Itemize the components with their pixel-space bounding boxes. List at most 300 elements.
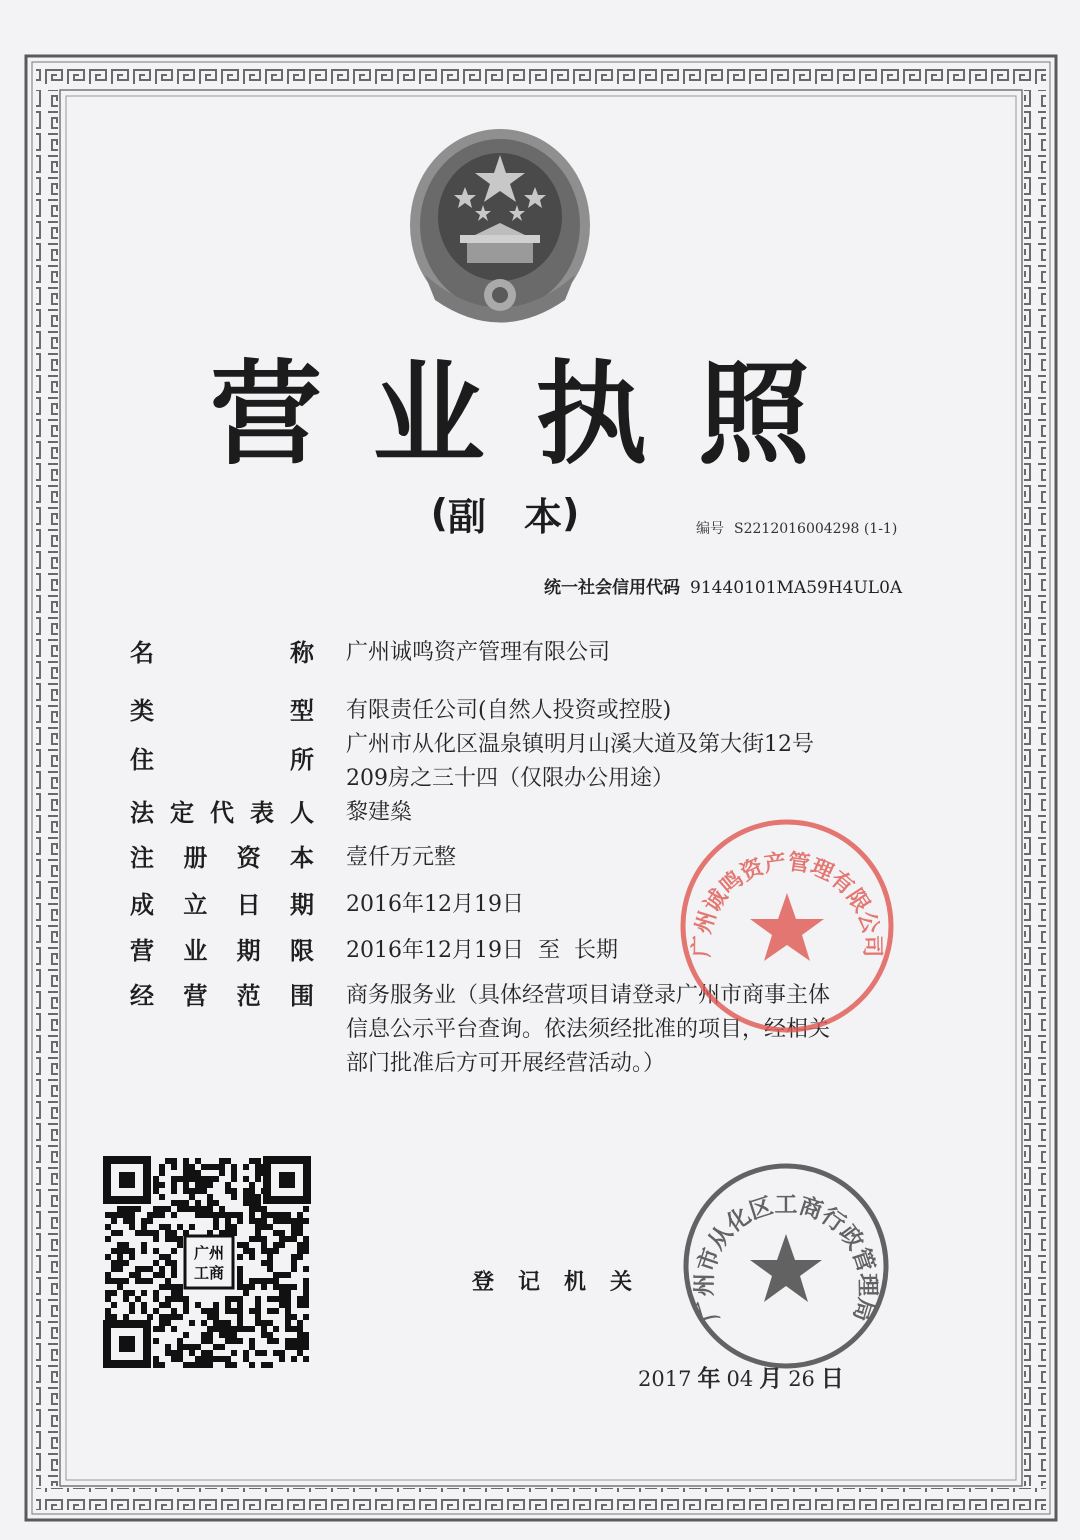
qr-module xyxy=(207,1356,213,1362)
qr-module xyxy=(279,1236,285,1242)
qr-module xyxy=(111,1278,117,1284)
qr-module xyxy=(189,1188,195,1194)
qr-module xyxy=(273,1350,279,1356)
qr-module xyxy=(105,1254,111,1260)
qr-module xyxy=(249,1254,255,1260)
qr-module xyxy=(285,1320,291,1326)
serial-number xyxy=(696,518,956,542)
qr-module xyxy=(183,1308,189,1314)
qr-module xyxy=(231,1332,237,1338)
qr-module xyxy=(153,1338,159,1344)
qr-module xyxy=(225,1332,231,1338)
qr-module xyxy=(255,1314,261,1320)
qr-module xyxy=(249,1278,255,1284)
qr-module xyxy=(159,1326,165,1332)
field-label: 住 所 xyxy=(130,746,314,774)
qr-module xyxy=(261,1206,267,1212)
qr-module xyxy=(261,1242,267,1248)
qr-module xyxy=(285,1272,291,1278)
qr-module xyxy=(153,1248,159,1254)
qr-module xyxy=(273,1242,279,1248)
qr-module xyxy=(279,1356,285,1362)
qr-module xyxy=(177,1296,183,1302)
qr-module xyxy=(297,1230,303,1236)
qr-module xyxy=(225,1296,231,1302)
qr-module xyxy=(207,1332,213,1338)
qr-module xyxy=(303,1278,309,1284)
qr-module xyxy=(147,1230,153,1236)
field-label: 注 册 资 本 xyxy=(130,844,314,872)
qr-module xyxy=(141,1278,147,1284)
qr-module xyxy=(201,1320,207,1326)
qr-module xyxy=(303,1218,309,1224)
qr-module xyxy=(177,1350,183,1356)
qr-module xyxy=(207,1164,213,1170)
qr-module xyxy=(189,1350,195,1356)
qr-module xyxy=(297,1338,303,1344)
qr-module xyxy=(279,1290,285,1296)
qr-module xyxy=(123,1218,129,1224)
qr-module xyxy=(237,1284,243,1290)
qr-module xyxy=(237,1338,243,1344)
qr-module xyxy=(129,1272,135,1278)
qr-module xyxy=(285,1344,291,1350)
qr-badge-line: 广州 xyxy=(193,1244,225,1262)
issue-year: 2017 xyxy=(638,1367,692,1391)
qr-module xyxy=(303,1296,309,1302)
qr-module xyxy=(273,1278,279,1284)
qr-module xyxy=(261,1350,267,1356)
qr-module xyxy=(243,1284,249,1290)
qr-module xyxy=(225,1182,231,1188)
qr-module xyxy=(231,1308,237,1314)
qr-module xyxy=(207,1326,213,1332)
qr-module xyxy=(141,1302,147,1308)
qr-module xyxy=(165,1260,171,1266)
qr-module xyxy=(105,1272,111,1278)
credit-code xyxy=(544,573,944,601)
qr-module xyxy=(285,1212,291,1218)
qr-module xyxy=(171,1284,177,1290)
qr-module xyxy=(111,1290,117,1296)
qr-module xyxy=(171,1248,177,1254)
qr-module xyxy=(291,1236,297,1242)
qr-module xyxy=(183,1200,189,1206)
title-char: 营 xyxy=(210,350,322,480)
qr-module xyxy=(111,1230,117,1236)
qr-module xyxy=(117,1254,123,1260)
qr-module xyxy=(201,1332,207,1338)
qr-module xyxy=(111,1248,117,1254)
qr-module xyxy=(171,1230,177,1236)
qr-module xyxy=(255,1302,261,1308)
qr-module xyxy=(141,1218,147,1224)
qr-module xyxy=(273,1248,279,1254)
qr-module xyxy=(267,1320,273,1326)
qr-module xyxy=(243,1248,249,1254)
field-value: 商务服务业（具体经营项目请登录广州市商事主体 信息公示平台查询。依法须经批准的项目，经相关 部门批准后方可开展经营活动。） xyxy=(346,983,831,1076)
qr-module xyxy=(267,1260,273,1266)
qr-module xyxy=(141,1242,147,1248)
qr-module xyxy=(279,1284,285,1290)
qr-module xyxy=(189,1320,195,1326)
qr-module xyxy=(303,1284,309,1290)
qr-module xyxy=(201,1182,207,1188)
qr-module xyxy=(231,1176,237,1182)
qr-module xyxy=(273,1296,279,1302)
qr-module xyxy=(189,1224,195,1230)
qr-module xyxy=(243,1326,249,1332)
qr-module xyxy=(201,1164,207,1170)
qr-module xyxy=(123,1248,129,1254)
qr-code[interactable] xyxy=(103,1156,311,1368)
qr-module xyxy=(297,1344,303,1350)
title-char: 业 xyxy=(372,350,485,480)
qr-module xyxy=(213,1356,219,1362)
qr-module xyxy=(249,1308,255,1314)
qr-module xyxy=(147,1314,153,1320)
qr-module xyxy=(303,1356,309,1362)
qr-module xyxy=(255,1308,261,1314)
qr-module xyxy=(171,1188,177,1194)
qr-module xyxy=(261,1362,267,1368)
qr-module xyxy=(183,1302,189,1308)
qr-module xyxy=(165,1344,171,1350)
qr-module xyxy=(219,1170,225,1176)
issue-date: 2017 年 04 月 26 日 xyxy=(638,1366,844,1392)
qr-module xyxy=(123,1290,129,1296)
qr-module xyxy=(249,1344,255,1350)
qr-module xyxy=(249,1212,255,1218)
qr-module xyxy=(225,1362,231,1368)
qr-module xyxy=(297,1302,303,1308)
qr-module xyxy=(225,1356,231,1362)
field-label: 成 立 日 期 xyxy=(130,891,314,919)
qr-module xyxy=(243,1176,249,1182)
qr-module xyxy=(135,1230,141,1236)
qr-module xyxy=(249,1158,255,1164)
qr-module xyxy=(153,1176,159,1182)
qr-module xyxy=(297,1248,303,1254)
qr-module xyxy=(129,1308,135,1314)
qr-module xyxy=(267,1296,273,1302)
qr-module xyxy=(261,1320,267,1326)
qr-module xyxy=(189,1344,195,1350)
qr-module xyxy=(255,1236,261,1242)
qr-module xyxy=(249,1338,255,1344)
qr-module xyxy=(183,1158,189,1164)
qr-module xyxy=(243,1356,249,1362)
qr-module xyxy=(213,1320,219,1326)
qr-module xyxy=(291,1326,297,1332)
qr-module xyxy=(213,1326,219,1332)
qr-module xyxy=(297,1326,303,1332)
qr-module xyxy=(249,1206,255,1212)
qr-module xyxy=(153,1206,159,1212)
qr-module xyxy=(231,1362,237,1368)
field-value: 2016年12月19日 至 长期 xyxy=(346,938,618,963)
qr-module xyxy=(237,1296,243,1302)
qr-module xyxy=(159,1272,165,1278)
qr-module xyxy=(171,1200,177,1206)
field-label: 类 型 xyxy=(130,697,314,725)
title-char: 照 xyxy=(697,350,810,480)
qr-module xyxy=(183,1362,189,1368)
qr-module xyxy=(159,1284,165,1290)
qr-module xyxy=(111,1260,117,1266)
qr-module xyxy=(231,1296,237,1302)
qr-module xyxy=(279,1212,285,1218)
qr-module xyxy=(285,1308,291,1314)
qr-module xyxy=(165,1320,171,1326)
qr-module xyxy=(171,1236,177,1242)
qr-module xyxy=(243,1194,249,1200)
qr-module xyxy=(255,1230,261,1236)
qr-module xyxy=(255,1164,261,1170)
qr-module xyxy=(279,1302,285,1308)
qr-module xyxy=(201,1350,207,1356)
field-value: 壹仟万元整 xyxy=(346,845,457,870)
qr-module xyxy=(225,1218,231,1224)
qr-module xyxy=(225,1338,231,1344)
qr-module xyxy=(267,1338,273,1344)
qr-module xyxy=(207,1338,213,1344)
qr-module xyxy=(219,1344,225,1350)
qr-module xyxy=(153,1188,159,1194)
authority-seal-text: 广州市从化区工商行政管理局 xyxy=(691,1192,881,1325)
qr-module xyxy=(195,1182,201,1188)
qr-module xyxy=(255,1320,261,1326)
qr-module xyxy=(249,1188,255,1194)
qr-module xyxy=(225,1308,231,1314)
qr-module xyxy=(261,1248,267,1254)
qr-module xyxy=(123,1212,129,1218)
qr-module xyxy=(177,1314,183,1320)
qr-module xyxy=(117,1230,123,1236)
qr-module xyxy=(177,1236,183,1242)
qr-module xyxy=(279,1242,285,1248)
qr-module xyxy=(129,1212,135,1218)
qr-module xyxy=(159,1302,165,1308)
qr-module xyxy=(207,1206,213,1212)
qr-module xyxy=(165,1236,171,1242)
qr-module xyxy=(159,1362,165,1368)
qr-module xyxy=(237,1254,243,1260)
qr-module xyxy=(171,1272,177,1278)
qr-module xyxy=(243,1164,249,1170)
qr-module xyxy=(273,1212,279,1218)
qr-module xyxy=(159,1164,165,1170)
qr-module xyxy=(183,1176,189,1182)
qr-module xyxy=(177,1344,183,1350)
qr-module xyxy=(165,1314,171,1320)
qr-module xyxy=(255,1218,261,1224)
qr-module xyxy=(177,1206,183,1212)
qr-module xyxy=(201,1308,207,1314)
qr-module xyxy=(165,1278,171,1284)
qr-module xyxy=(117,1260,123,1266)
qr-module xyxy=(291,1224,297,1230)
qr-module xyxy=(171,1176,177,1182)
qr-module xyxy=(177,1290,183,1296)
qr-module xyxy=(255,1350,261,1356)
qr-module xyxy=(141,1290,147,1296)
qr-module xyxy=(165,1158,171,1164)
qr-module xyxy=(213,1164,219,1170)
qr-module xyxy=(249,1326,255,1332)
qr-module xyxy=(183,1182,189,1188)
qr-module xyxy=(141,1308,147,1314)
qr-module xyxy=(117,1284,123,1290)
qr-module xyxy=(153,1290,159,1296)
qr-module xyxy=(231,1164,237,1170)
qr-module xyxy=(291,1254,297,1260)
qr-module xyxy=(285,1338,291,1344)
qr-module xyxy=(285,1296,291,1302)
qr-module xyxy=(195,1344,201,1350)
qr-module xyxy=(261,1260,267,1266)
qr-module xyxy=(159,1224,165,1230)
qr-module xyxy=(135,1266,141,1272)
qr-module xyxy=(291,1356,297,1362)
qr-module xyxy=(207,1176,213,1182)
qr-module xyxy=(171,1308,177,1314)
qr-module xyxy=(291,1338,297,1344)
qr-module xyxy=(213,1314,219,1320)
qr-module xyxy=(117,1248,123,1254)
qr-module xyxy=(291,1266,297,1272)
qr-badge-line: 工商 xyxy=(193,1264,225,1282)
field-value: 2016年12月19日 xyxy=(346,892,524,917)
qr-module xyxy=(297,1350,303,1356)
qr-module xyxy=(231,1350,237,1356)
qr-module xyxy=(225,1224,231,1230)
qr-module xyxy=(135,1206,141,1212)
qr-module xyxy=(183,1188,189,1194)
qr-module xyxy=(303,1332,309,1338)
qr-module xyxy=(279,1350,285,1356)
qr-module xyxy=(243,1290,249,1296)
qr-module xyxy=(159,1254,165,1260)
field-value: 广州诚鸣资产管理有限公司 xyxy=(346,640,611,665)
qr-module xyxy=(207,1314,213,1320)
qr-module xyxy=(273,1230,279,1236)
qr-module xyxy=(165,1284,171,1290)
qr-module xyxy=(225,1326,231,1332)
qr-module xyxy=(237,1278,243,1284)
qr-module xyxy=(273,1284,279,1290)
qr-module xyxy=(219,1320,225,1326)
qr-module xyxy=(255,1176,261,1182)
qr-module xyxy=(177,1242,183,1248)
qr-module xyxy=(255,1158,261,1164)
qr-module xyxy=(249,1194,255,1200)
qr-module xyxy=(123,1206,129,1212)
qr-module xyxy=(255,1206,261,1212)
qr-module xyxy=(171,1212,177,1218)
qr-module xyxy=(177,1224,183,1230)
qr-module xyxy=(255,1278,261,1284)
qr-module xyxy=(303,1206,309,1212)
qr-module xyxy=(219,1164,225,1170)
national-emblem-icon xyxy=(405,125,595,330)
qr-module xyxy=(189,1362,195,1368)
qr-module xyxy=(273,1218,279,1224)
qr-module xyxy=(195,1188,201,1194)
qr-module xyxy=(153,1260,159,1266)
qr-module xyxy=(153,1356,159,1362)
qr-module xyxy=(261,1236,267,1242)
qr-module xyxy=(219,1206,225,1212)
qr-module xyxy=(267,1266,273,1272)
qr-module xyxy=(195,1212,201,1218)
qr-module xyxy=(171,1260,177,1266)
qr-module xyxy=(285,1314,291,1320)
serial-value: S2212016004298 (1-1) xyxy=(734,521,898,537)
qr-module xyxy=(267,1248,273,1254)
qr-module xyxy=(171,1164,177,1170)
qr-module xyxy=(219,1212,225,1218)
qr-module xyxy=(297,1254,303,1260)
company-seal-stamp xyxy=(676,815,898,1037)
qr-module xyxy=(183,1296,189,1302)
qr-module xyxy=(213,1224,219,1230)
qr-module xyxy=(165,1224,171,1230)
registration-authority-label: 登 记 机 关 xyxy=(472,1269,632,1295)
qr-module xyxy=(273,1308,279,1314)
qr-module xyxy=(231,1224,237,1230)
qr-module xyxy=(285,1326,291,1332)
qr-module xyxy=(249,1236,255,1242)
qr-module xyxy=(153,1230,159,1236)
qr-module xyxy=(213,1302,219,1308)
qr-module xyxy=(147,1218,153,1224)
qr-module xyxy=(261,1332,267,1338)
qr-module xyxy=(159,1212,165,1218)
qr-module xyxy=(213,1344,219,1350)
qr-module xyxy=(237,1242,243,1248)
qr-module xyxy=(183,1344,189,1350)
qr-module xyxy=(189,1176,195,1182)
copy-label-text: 副 本 xyxy=(447,494,562,539)
qr-module xyxy=(207,1308,213,1314)
qr-module xyxy=(255,1170,261,1176)
qr-module xyxy=(123,1260,129,1266)
qr-module xyxy=(231,1212,237,1218)
qr-module xyxy=(159,1170,165,1176)
qr-module xyxy=(267,1332,273,1338)
qr-module xyxy=(249,1248,255,1254)
qr-module xyxy=(249,1218,255,1224)
qr-module xyxy=(255,1296,261,1302)
qr-module xyxy=(141,1230,147,1236)
qr-module xyxy=(153,1326,159,1332)
qr-module xyxy=(147,1278,153,1284)
qr-module xyxy=(111,1302,117,1308)
qr-module xyxy=(129,1248,135,1254)
qr-module xyxy=(147,1212,153,1218)
qr-module xyxy=(177,1338,183,1344)
qr-module xyxy=(135,1296,141,1302)
qr-module xyxy=(243,1188,249,1194)
qr-module xyxy=(261,1224,267,1230)
qr-module xyxy=(243,1350,249,1356)
qr-module xyxy=(201,1206,207,1212)
qr-module xyxy=(303,1302,309,1308)
qr-module xyxy=(165,1350,171,1356)
qr-module xyxy=(105,1296,111,1302)
qr-module xyxy=(171,1182,177,1188)
